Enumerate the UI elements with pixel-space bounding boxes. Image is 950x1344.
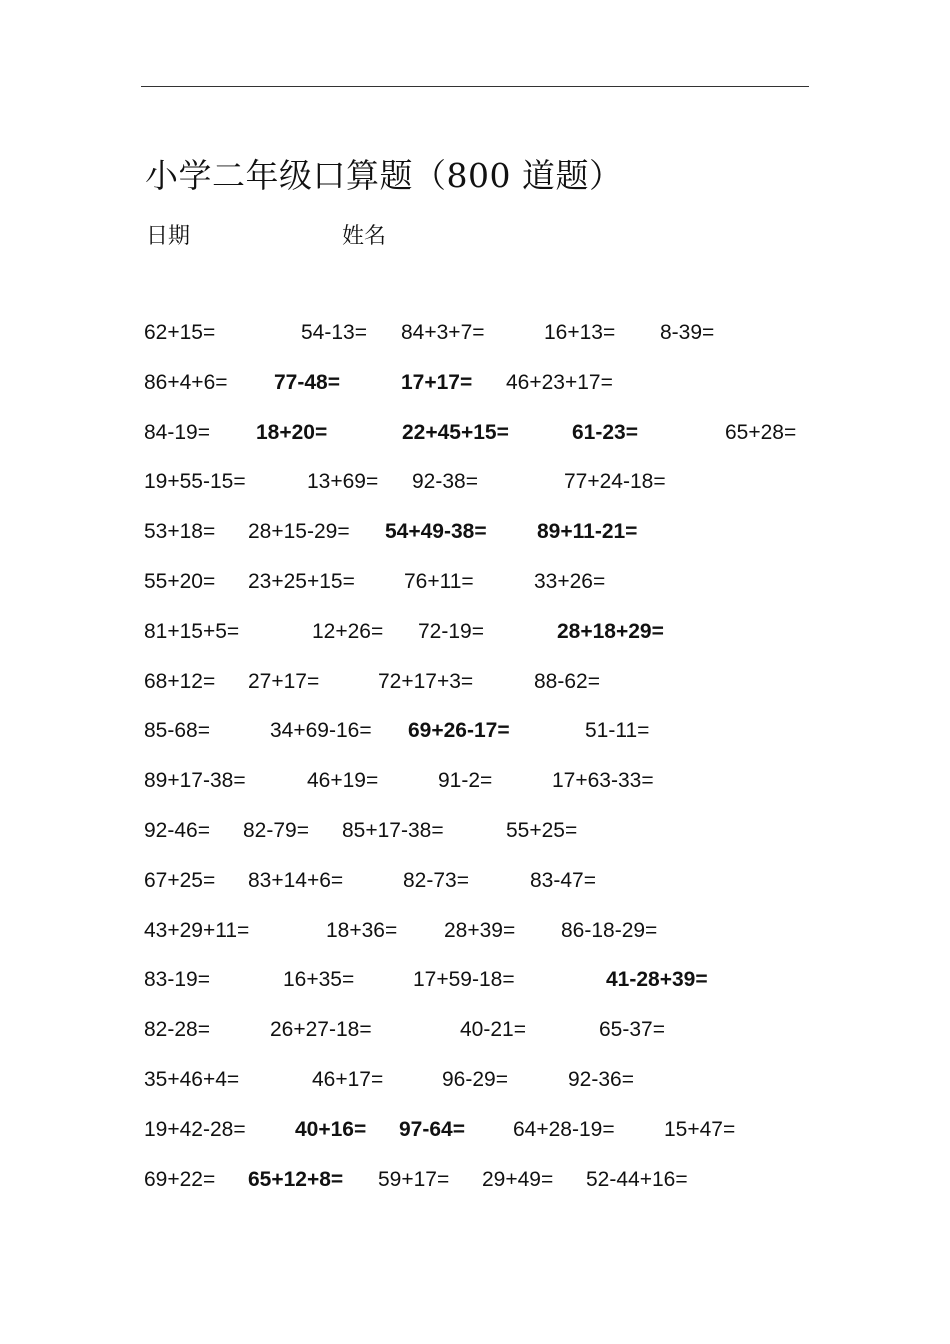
problem: 54+49-38=	[385, 520, 487, 544]
problem-row	[144, 368, 824, 418]
page-title: 小学二年级口算题（800 道题）	[145, 156, 623, 195]
problem: 18+20=	[256, 420, 328, 444]
problem: 16+13=	[544, 321, 616, 344]
problem: 43+29+11=	[144, 918, 250, 942]
problem: 77+24-18=	[564, 470, 666, 494]
problem: 33+26=	[534, 569, 606, 593]
problem: 17+17=	[401, 370, 473, 394]
problem: 82-28=	[144, 1018, 210, 1042]
problem-row	[144, 965, 824, 1015]
problem-row	[144, 418, 824, 468]
problem: 17+59-18=	[413, 968, 515, 992]
problem: 29+49=	[482, 1167, 554, 1191]
problem: 28+15-29=	[248, 520, 350, 544]
problem: 28+39=	[444, 918, 516, 942]
problem: 34+69-16=	[270, 719, 372, 743]
problem: 22+45+15=	[402, 420, 509, 444]
problem-row	[144, 617, 824, 667]
problem: 92-36=	[568, 1067, 634, 1091]
problem: 40-21=	[460, 1018, 526, 1042]
problem: 72+17+3=	[378, 669, 474, 693]
problem: 15+47=	[664, 1117, 736, 1141]
problem: 52-44+16=	[586, 1167, 688, 1191]
problem: 83+14+6=	[248, 868, 344, 892]
problem: 77-48=	[274, 370, 340, 394]
problem: 97-64=	[399, 1117, 465, 1141]
problem: 83-47=	[530, 868, 596, 892]
problem: 59+17=	[378, 1167, 450, 1191]
problem-row	[144, 667, 824, 717]
problem-row	[144, 517, 824, 567]
problem: 16+35=	[283, 968, 355, 992]
problem: 41-28+39=	[606, 968, 708, 992]
problem: 54-13=	[301, 321, 367, 344]
header-rule	[141, 86, 809, 87]
problem: 18+36=	[326, 918, 398, 942]
problem-row	[144, 567, 824, 617]
problem: 84+3+7=	[401, 321, 485, 344]
problem: 85+17-38=	[342, 818, 444, 842]
problem: 89+17-38=	[144, 769, 246, 793]
problem: 88-62=	[534, 669, 600, 693]
problem: 13+69=	[307, 470, 379, 494]
problem: 35+46+4=	[144, 1067, 240, 1091]
problem: 84-19=	[144, 420, 210, 444]
date-label: 日期	[146, 224, 191, 249]
problem-row	[144, 1065, 824, 1115]
problem: 51-11=	[585, 719, 650, 743]
problem: 89+11-21=	[537, 520, 638, 544]
problem-row	[144, 1115, 824, 1165]
problem: 96-29=	[442, 1067, 508, 1091]
problem: 17+63-33=	[552, 769, 654, 793]
problem: 83-19=	[144, 968, 210, 992]
problem: 69+22=	[144, 1167, 216, 1191]
problem: 62+15=	[144, 321, 216, 344]
problem: 65+12+8=	[248, 1167, 344, 1191]
problem: 8-39=	[660, 321, 715, 344]
problem: 67+25=	[144, 868, 216, 892]
problem: 23+25+15=	[248, 569, 355, 593]
problem-list	[144, 318, 824, 1198]
problem: 69+26-17=	[408, 719, 510, 743]
problem: 68+12=	[144, 669, 216, 693]
problem: 46+17=	[312, 1067, 384, 1091]
problem: 85-68=	[144, 719, 210, 743]
problem-row	[144, 916, 824, 966]
name-label: 姓名	[342, 224, 387, 249]
problem-row	[144, 1015, 824, 1065]
problem: 27+17=	[248, 669, 320, 693]
problem-row	[144, 766, 824, 816]
problem: 61-23=	[572, 420, 638, 444]
problem-row	[144, 1165, 824, 1215]
problem: 86+4+6=	[144, 370, 228, 394]
problem: 72-19=	[418, 619, 484, 643]
problem-row	[144, 467, 824, 517]
problem-row	[144, 716, 824, 766]
problem: 46+19=	[307, 769, 379, 793]
problem: 28+18+29=	[557, 619, 664, 643]
problem: 19+55-15=	[144, 470, 246, 494]
problem: 81+15+5=	[144, 619, 240, 643]
problem: 26+27-18=	[270, 1018, 372, 1042]
problem-row	[144, 318, 824, 368]
problem: 92-46=	[144, 818, 210, 842]
problem: 12+26=	[312, 619, 384, 643]
problem-row	[144, 866, 824, 916]
problem: 82-79=	[243, 818, 309, 842]
problem: 53+18=	[144, 520, 216, 544]
problem: 64+28-19=	[513, 1117, 615, 1141]
problem: 55+20=	[144, 569, 216, 593]
problem: 82-73=	[403, 868, 469, 892]
problem: 91-2=	[438, 769, 493, 793]
problem: 55+25=	[506, 818, 578, 842]
problem: 86-18-29=	[561, 918, 658, 942]
problem: 46+23+17=	[506, 370, 613, 394]
problem: 92-38=	[412, 470, 478, 494]
problem-row	[144, 816, 824, 866]
problem: 19+42-28=	[144, 1117, 246, 1141]
problem: 40+16=	[295, 1117, 367, 1141]
problem: 76+11=	[404, 569, 474, 593]
problem: 65+28=	[725, 420, 797, 444]
problem: 65-37=	[599, 1018, 665, 1042]
